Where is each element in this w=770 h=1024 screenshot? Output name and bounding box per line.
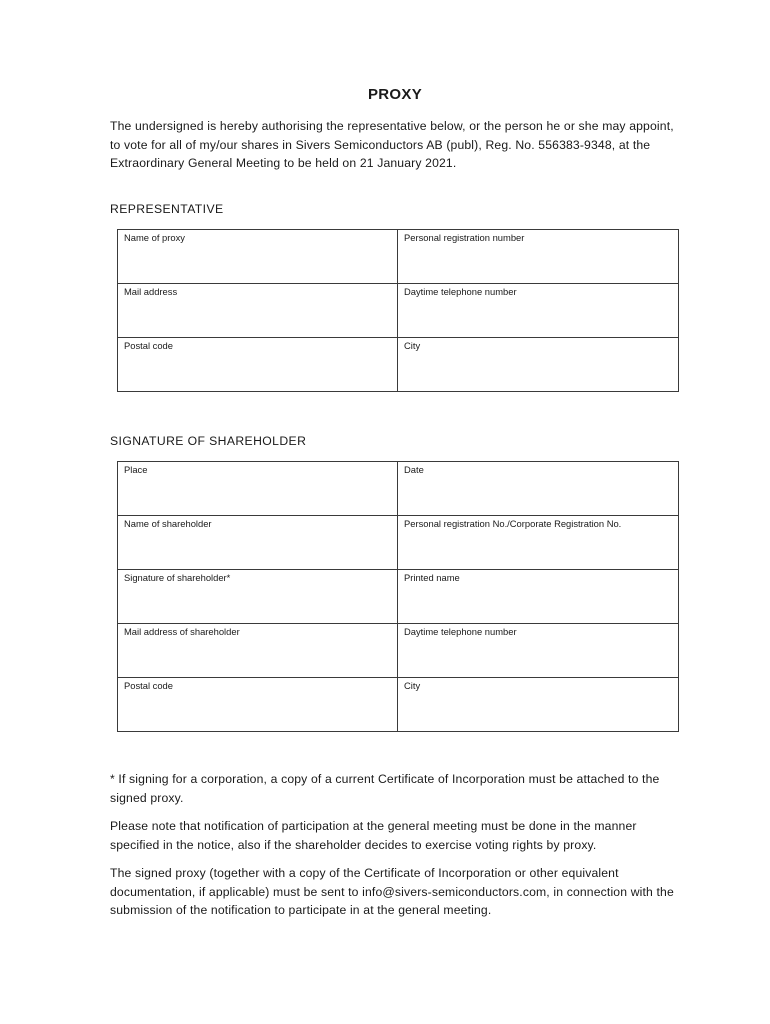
signature-table <box>117 461 679 732</box>
table-row <box>118 230 679 284</box>
table-row <box>118 284 679 338</box>
shareholder-mail-address-field[interactable]: Mail address of shareholder <box>118 624 398 678</box>
postal-code-field[interactable]: Postal code <box>118 338 398 392</box>
table-row <box>118 516 679 570</box>
place-field[interactable]: Place <box>118 462 398 516</box>
mail-address-field[interactable]: Mail address <box>118 284 398 338</box>
representative-table <box>117 229 679 392</box>
table-row <box>118 678 679 732</box>
printed-name-field[interactable]: Printed name <box>398 570 679 624</box>
daytime-telephone-field[interactable]: Daytime telephone number <box>398 284 679 338</box>
name-of-proxy-field[interactable]: Name of proxy <box>118 230 398 284</box>
shareholder-postal-code-field[interactable]: Postal code <box>118 678 398 732</box>
table-row <box>118 570 679 624</box>
note-paragraph: Please note that notification of participation at the general meeting must be done in the manner specified in the notice, also if the shareholder decides to exercise voting rights by proxy. <box>110 819 637 852</box>
intro-paragraph: The undersigned is hereby authorising the representative below, or the person he or she may appoint, to vote for all of my/our shares in Sivers Semiconductors AB (publ), Reg. No. 556383-9348, at the Extraordinary General Meeting to be held on 21 January 2021. <box>110 119 674 170</box>
registration-number-field[interactable]: Personal registration No./Corporate Registration No. <box>398 516 679 570</box>
signature-heading: SIGNATURE OF SHAREHOLDER <box>110 434 307 448</box>
representative-heading: REPRESENTATIVE <box>110 202 224 216</box>
table-row <box>118 624 679 678</box>
signature-field[interactable]: Signature of shareholder* <box>118 570 398 624</box>
footnote-paragraph: * If signing for a corporation, a copy of a current Certificate of Incorporation must be attached to the signed proxy. <box>110 772 660 805</box>
page-title: PROXY <box>367 86 422 103</box>
shareholder-telephone-field[interactable]: Daytime telephone number <box>398 624 679 678</box>
city-field[interactable]: City <box>398 338 679 392</box>
personal-registration-number-field[interactable]: Personal registration number <box>398 230 679 284</box>
date-field[interactable]: Date <box>398 462 679 516</box>
name-of-shareholder-field[interactable]: Name of shareholder <box>118 516 398 570</box>
instructions-paragraph: The signed proxy (together with a copy of the Certificate of Incorporation or other equivalent documentation, if applicable) must be sent to info@sivers-semiconductors.com, in connection with the submission of the notification to participate in at the general meeting. <box>110 866 674 917</box>
shareholder-city-field[interactable]: City <box>398 678 679 732</box>
table-row <box>118 338 679 392</box>
table-row <box>118 462 679 516</box>
